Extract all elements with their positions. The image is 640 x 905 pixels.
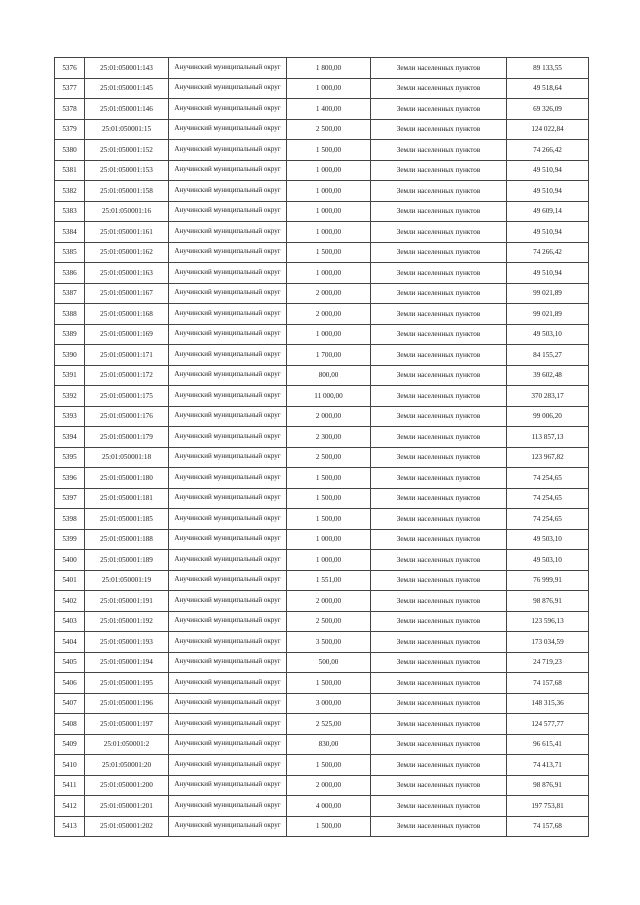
row-number-cell: 5400	[55, 550, 85, 571]
table-row	[55, 734, 589, 755]
table-row	[55, 611, 589, 632]
row-number-cell: 5412	[55, 796, 85, 817]
cadastral-value-cell: 74 254,65	[507, 488, 589, 509]
table-row	[55, 78, 589, 99]
area-cell: 800,00	[287, 365, 371, 386]
row-number-cell: 5376	[55, 58, 85, 79]
land-category-cell: Земли населенных пунктов	[371, 406, 507, 427]
land-category-cell: Земли населенных пунктов	[371, 78, 507, 99]
table-row	[55, 181, 589, 202]
municipality-cell: Анучинский муниципальный округ	[169, 58, 287, 79]
row-number-cell: 5386	[55, 263, 85, 284]
municipality-cell: Анучинский муниципальный округ	[169, 140, 287, 161]
cadastral-value-cell: 24 719,23	[507, 652, 589, 673]
row-number-cell: 5399	[55, 529, 85, 550]
cadastral-value-cell: 98 876,91	[507, 591, 589, 612]
land-category-cell: Земли населенных пунктов	[371, 58, 507, 79]
cadastral-number-cell: 25:01:050001:167	[85, 283, 169, 304]
area-cell: 11 000,00	[287, 386, 371, 407]
area-cell: 1 700,00	[287, 345, 371, 366]
cadastral-value-cell: 124 577,77	[507, 714, 589, 735]
cadastral-number-cell: 25:01:050001:175	[85, 386, 169, 407]
land-category-cell: Земли населенных пунктов	[371, 714, 507, 735]
cadastral-value-cell: 74 157,68	[507, 816, 589, 837]
row-number-cell: 5401	[55, 570, 85, 591]
cadastral-number-cell: 25:01:050001:152	[85, 140, 169, 161]
land-category-cell: Земли населенных пунктов	[371, 324, 507, 345]
municipality-cell: Анучинский муниципальный округ	[169, 119, 287, 140]
land-category-cell: Земли населенных пунктов	[371, 345, 507, 366]
cadastral-value-cell: 74 266,42	[507, 140, 589, 161]
land-category-cell: Земли населенных пунктов	[371, 263, 507, 284]
table-row	[55, 796, 589, 817]
land-category-cell: Земли населенных пунктов	[371, 222, 507, 243]
area-cell: 2 000,00	[287, 591, 371, 612]
table-row	[55, 386, 589, 407]
cadastral-number-cell: 25:01:050001:163	[85, 263, 169, 284]
cadastral-number-cell: 25:01:050001:171	[85, 345, 169, 366]
document-page	[54, 57, 588, 837]
table-row	[55, 242, 589, 263]
cadastral-number-cell: 25:01:050001:197	[85, 714, 169, 735]
area-cell: 2 525,00	[287, 714, 371, 735]
municipality-cell: Анучинский муниципальный округ	[169, 222, 287, 243]
cadastral-value-cell: 98 876,91	[507, 775, 589, 796]
row-number-cell: 5409	[55, 734, 85, 755]
land-category-cell: Земли населенных пунктов	[371, 386, 507, 407]
municipality-cell: Анучинский муниципальный округ	[169, 632, 287, 653]
land-category-cell: Земли населенных пунктов	[371, 550, 507, 571]
area-cell: 500,00	[287, 652, 371, 673]
municipality-cell: Анучинский муниципальный округ	[169, 263, 287, 284]
area-cell: 3 500,00	[287, 632, 371, 653]
land-category-cell: Земли населенных пунктов	[371, 468, 507, 489]
area-cell: 2 000,00	[287, 775, 371, 796]
cadastral-value-cell: 49 510,94	[507, 160, 589, 181]
municipality-cell: Анучинский муниципальный округ	[169, 324, 287, 345]
cadastral-value-cell: 370 283,17	[507, 386, 589, 407]
land-category-cell: Земли населенных пунктов	[371, 160, 507, 181]
row-number-cell: 5404	[55, 632, 85, 653]
land-category-cell: Земли населенных пунктов	[371, 283, 507, 304]
area-cell: 3 000,00	[287, 693, 371, 714]
land-category-cell: Земли населенных пунктов	[371, 488, 507, 509]
cadastral-number-cell: 25:01:050001:158	[85, 181, 169, 202]
table-row	[55, 427, 589, 448]
cadastral-value-cell: 74 266,42	[507, 242, 589, 263]
cadastral-value-cell: 74 254,65	[507, 468, 589, 489]
area-cell: 1 000,00	[287, 529, 371, 550]
municipality-cell: Анучинский муниципальный округ	[169, 386, 287, 407]
area-cell: 1 000,00	[287, 160, 371, 181]
municipality-cell: Анучинский муниципальный округ	[169, 406, 287, 427]
cadastral-number-cell: 25:01:050001:19	[85, 570, 169, 591]
table-row	[55, 693, 589, 714]
cadastral-value-cell: 49 518,64	[507, 78, 589, 99]
area-cell: 1 500,00	[287, 140, 371, 161]
cadastral-number-cell: 25:01:050001:169	[85, 324, 169, 345]
table-row	[55, 468, 589, 489]
area-cell: 1 551,00	[287, 570, 371, 591]
municipality-cell: Анучинский муниципальный округ	[169, 181, 287, 202]
row-number-cell: 5406	[55, 673, 85, 694]
table-row	[55, 345, 589, 366]
cadastral-number-cell: 25:01:050001:192	[85, 611, 169, 632]
area-cell: 1 000,00	[287, 78, 371, 99]
area-cell: 2 500,00	[287, 447, 371, 468]
area-cell: 1 000,00	[287, 263, 371, 284]
municipality-cell: Анучинский муниципальный округ	[169, 796, 287, 817]
municipality-cell: Анучинский муниципальный округ	[169, 652, 287, 673]
municipality-cell: Анучинский муниципальный округ	[169, 611, 287, 632]
municipality-cell: Анучинский муниципальный округ	[169, 570, 287, 591]
cadastral-number-cell: 25:01:050001:168	[85, 304, 169, 325]
cadastral-number-cell: 25:01:050001:202	[85, 816, 169, 837]
cadastral-number-cell: 25:01:050001:16	[85, 201, 169, 222]
table-row	[55, 406, 589, 427]
cadastral-number-cell: 25:01:050001:2	[85, 734, 169, 755]
land-category-cell: Земли населенных пунктов	[371, 673, 507, 694]
cadastral-number-cell: 25:01:050001:185	[85, 509, 169, 530]
area-cell: 2 300,00	[287, 427, 371, 448]
table-row	[55, 99, 589, 120]
land-category-cell: Земли населенных пунктов	[371, 734, 507, 755]
table-row	[55, 816, 589, 837]
land-registry-table	[54, 57, 589, 837]
cadastral-number-cell: 25:01:050001:145	[85, 78, 169, 99]
table-body	[55, 58, 589, 837]
cadastral-value-cell: 197 753,81	[507, 796, 589, 817]
cadastral-value-cell: 84 155,27	[507, 345, 589, 366]
land-category-cell: Земли населенных пунктов	[371, 447, 507, 468]
row-number-cell: 5408	[55, 714, 85, 735]
land-category-cell: Земли населенных пунктов	[371, 427, 507, 448]
cadastral-value-cell: 49 609,14	[507, 201, 589, 222]
cadastral-value-cell: 69 326,09	[507, 99, 589, 120]
table-row	[55, 570, 589, 591]
cadastral-value-cell: 89 133,55	[507, 58, 589, 79]
table-row	[55, 755, 589, 776]
area-cell: 2 000,00	[287, 283, 371, 304]
cadastral-value-cell: 99 021,89	[507, 304, 589, 325]
land-category-cell: Земли населенных пунктов	[371, 529, 507, 550]
row-number-cell: 5379	[55, 119, 85, 140]
table-row	[55, 591, 589, 612]
row-number-cell: 5384	[55, 222, 85, 243]
row-number-cell: 5393	[55, 406, 85, 427]
cadastral-number-cell: 25:01:050001:194	[85, 652, 169, 673]
area-cell: 1 500,00	[287, 509, 371, 530]
area-cell: 1 000,00	[287, 324, 371, 345]
row-number-cell: 5397	[55, 488, 85, 509]
row-number-cell: 5410	[55, 755, 85, 776]
municipality-cell: Анучинский муниципальный округ	[169, 673, 287, 694]
municipality-cell: Анучинский муниципальный округ	[169, 242, 287, 263]
row-number-cell: 5387	[55, 283, 85, 304]
cadastral-number-cell: 25:01:050001:195	[85, 673, 169, 694]
area-cell: 2 500,00	[287, 611, 371, 632]
table-row	[55, 58, 589, 79]
row-number-cell: 5411	[55, 775, 85, 796]
municipality-cell: Анучинский муниципальный округ	[169, 447, 287, 468]
table-row	[55, 550, 589, 571]
cadastral-number-cell: 25:01:050001:189	[85, 550, 169, 571]
cadastral-number-cell: 25:01:050001:146	[85, 99, 169, 120]
municipality-cell: Анучинский муниципальный округ	[169, 304, 287, 325]
cadastral-number-cell: 25:01:050001:181	[85, 488, 169, 509]
table-row	[55, 140, 589, 161]
cadastral-value-cell: 124 022,84	[507, 119, 589, 140]
row-number-cell: 5413	[55, 816, 85, 837]
land-category-cell: Земли населенных пунктов	[371, 816, 507, 837]
row-number-cell: 5402	[55, 591, 85, 612]
area-cell: 2 500,00	[287, 119, 371, 140]
municipality-cell: Анучинский муниципальный округ	[169, 693, 287, 714]
row-number-cell: 5396	[55, 468, 85, 489]
row-number-cell: 5388	[55, 304, 85, 325]
cadastral-number-cell: 25:01:050001:18	[85, 447, 169, 468]
municipality-cell: Анучинский муниципальный округ	[169, 427, 287, 448]
cadastral-value-cell: 123 967,82	[507, 447, 589, 468]
cadastral-value-cell: 49 503,10	[507, 550, 589, 571]
area-cell: 1 000,00	[287, 222, 371, 243]
row-number-cell: 5380	[55, 140, 85, 161]
cadastral-number-cell: 25:01:050001:188	[85, 529, 169, 550]
row-number-cell: 5398	[55, 509, 85, 530]
cadastral-number-cell: 25:01:050001:20	[85, 755, 169, 776]
row-number-cell: 5385	[55, 242, 85, 263]
cadastral-value-cell: 74 254,65	[507, 509, 589, 530]
municipality-cell: Анучинский муниципальный округ	[169, 714, 287, 735]
municipality-cell: Анучинский муниципальный округ	[169, 345, 287, 366]
table-row	[55, 652, 589, 673]
cadastral-value-cell: 96 615,41	[507, 734, 589, 755]
row-number-cell: 5378	[55, 99, 85, 120]
cadastral-value-cell: 123 596,13	[507, 611, 589, 632]
cadastral-number-cell: 25:01:050001:180	[85, 468, 169, 489]
area-cell: 1 000,00	[287, 550, 371, 571]
area-cell: 1 500,00	[287, 673, 371, 694]
row-number-cell: 5391	[55, 365, 85, 386]
land-category-cell: Земли населенных пунктов	[371, 796, 507, 817]
cadastral-number-cell: 25:01:050001:172	[85, 365, 169, 386]
row-number-cell: 5395	[55, 447, 85, 468]
row-number-cell: 5394	[55, 427, 85, 448]
municipality-cell: Анучинский муниципальный округ	[169, 734, 287, 755]
area-cell: 1 500,00	[287, 488, 371, 509]
land-category-cell: Земли населенных пунктов	[371, 652, 507, 673]
table-row	[55, 673, 589, 694]
area-cell: 1 400,00	[287, 99, 371, 120]
table-row	[55, 304, 589, 325]
cadastral-value-cell: 74 413,71	[507, 755, 589, 776]
cadastral-value-cell: 99 021,89	[507, 283, 589, 304]
row-number-cell: 5377	[55, 78, 85, 99]
row-number-cell: 5392	[55, 386, 85, 407]
municipality-cell: Анучинский муниципальный округ	[169, 99, 287, 120]
table-row	[55, 714, 589, 735]
row-number-cell: 5405	[55, 652, 85, 673]
table-row	[55, 160, 589, 181]
cadastral-value-cell: 148 315,36	[507, 693, 589, 714]
cadastral-number-cell: 25:01:050001:176	[85, 406, 169, 427]
cadastral-number-cell: 25:01:050001:153	[85, 160, 169, 181]
cadastral-number-cell: 25:01:050001:143	[85, 58, 169, 79]
table-row	[55, 775, 589, 796]
row-number-cell: 5390	[55, 345, 85, 366]
land-category-cell: Земли населенных пунктов	[371, 570, 507, 591]
municipality-cell: Анучинский муниципальный округ	[169, 591, 287, 612]
cadastral-number-cell: 25:01:050001:193	[85, 632, 169, 653]
cadastral-value-cell: 39 602,48	[507, 365, 589, 386]
land-category-cell: Земли населенных пунктов	[371, 611, 507, 632]
municipality-cell: Анучинский муниципальный округ	[169, 78, 287, 99]
land-category-cell: Земли населенных пунктов	[371, 693, 507, 714]
cadastral-number-cell: 25:01:050001:200	[85, 775, 169, 796]
municipality-cell: Анучинский муниципальный округ	[169, 529, 287, 550]
cadastral-number-cell: 25:01:050001:196	[85, 693, 169, 714]
cadastral-value-cell: 173 034,59	[507, 632, 589, 653]
municipality-cell: Анучинский муниципальный округ	[169, 365, 287, 386]
cadastral-number-cell: 25:01:050001:162	[85, 242, 169, 263]
cadastral-value-cell: 74 157,68	[507, 673, 589, 694]
municipality-cell: Анучинский муниципальный округ	[169, 509, 287, 530]
land-category-cell: Земли населенных пунктов	[371, 365, 507, 386]
cadastral-value-cell: 49 510,94	[507, 181, 589, 202]
cadastral-value-cell: 49 510,94	[507, 222, 589, 243]
municipality-cell: Анучинский муниципальный округ	[169, 468, 287, 489]
land-category-cell: Земли населенных пунктов	[371, 304, 507, 325]
land-category-cell: Земли населенных пунктов	[371, 140, 507, 161]
municipality-cell: Анучинский муниципальный округ	[169, 283, 287, 304]
land-category-cell: Земли населенных пунктов	[371, 242, 507, 263]
table-row	[55, 119, 589, 140]
municipality-cell: Анучинский муниципальный округ	[169, 160, 287, 181]
table-row	[55, 324, 589, 345]
table-row	[55, 283, 589, 304]
table-row	[55, 488, 589, 509]
land-category-cell: Земли населенных пунктов	[371, 181, 507, 202]
table-row	[55, 201, 589, 222]
land-category-cell: Земли населенных пунктов	[371, 632, 507, 653]
table-row	[55, 222, 589, 243]
municipality-cell: Анучинский муниципальный округ	[169, 755, 287, 776]
land-category-cell: Земли населенных пунктов	[371, 755, 507, 776]
municipality-cell: Анучинский муниципальный округ	[169, 550, 287, 571]
area-cell: 1 800,00	[287, 58, 371, 79]
municipality-cell: Анучинский муниципальный округ	[169, 488, 287, 509]
cadastral-value-cell: 99 006,20	[507, 406, 589, 427]
table-row	[55, 529, 589, 550]
cadastral-value-cell: 113 857,13	[507, 427, 589, 448]
area-cell: 1 500,00	[287, 468, 371, 489]
area-cell: 1 500,00	[287, 242, 371, 263]
area-cell: 830,00	[287, 734, 371, 755]
area-cell: 1 000,00	[287, 181, 371, 202]
area-cell: 1 500,00	[287, 755, 371, 776]
table-row	[55, 509, 589, 530]
row-number-cell: 5389	[55, 324, 85, 345]
area-cell: 2 000,00	[287, 304, 371, 325]
area-cell: 1 000,00	[287, 201, 371, 222]
row-number-cell: 5403	[55, 611, 85, 632]
table-row	[55, 632, 589, 653]
cadastral-value-cell: 49 503,10	[507, 529, 589, 550]
cadastral-value-cell: 49 510,94	[507, 263, 589, 284]
row-number-cell: 5382	[55, 181, 85, 202]
table-row	[55, 263, 589, 284]
cadastral-value-cell: 49 503,10	[507, 324, 589, 345]
land-category-cell: Земли населенных пунктов	[371, 201, 507, 222]
municipality-cell: Анучинский муниципальный округ	[169, 816, 287, 837]
area-cell: 1 500,00	[287, 816, 371, 837]
area-cell: 2 000,00	[287, 406, 371, 427]
row-number-cell: 5383	[55, 201, 85, 222]
cadastral-value-cell: 76 999,91	[507, 570, 589, 591]
land-category-cell: Земли населенных пунктов	[371, 99, 507, 120]
cadastral-number-cell: 25:01:050001:179	[85, 427, 169, 448]
row-number-cell: 5381	[55, 160, 85, 181]
table-row	[55, 447, 589, 468]
cadastral-number-cell: 25:01:050001:15	[85, 119, 169, 140]
municipality-cell: Анучинский муниципальный округ	[169, 775, 287, 796]
land-category-cell: Земли населенных пунктов	[371, 591, 507, 612]
municipality-cell: Анучинский муниципальный округ	[169, 201, 287, 222]
land-category-cell: Земли населенных пунктов	[371, 775, 507, 796]
land-category-cell: Земли населенных пунктов	[371, 509, 507, 530]
cadastral-number-cell: 25:01:050001:161	[85, 222, 169, 243]
cadastral-number-cell: 25:01:050001:191	[85, 591, 169, 612]
cadastral-number-cell: 25:01:050001:201	[85, 796, 169, 817]
land-category-cell: Земли населенных пунктов	[371, 119, 507, 140]
area-cell: 4 000,00	[287, 796, 371, 817]
row-number-cell: 5407	[55, 693, 85, 714]
table-row	[55, 365, 589, 386]
